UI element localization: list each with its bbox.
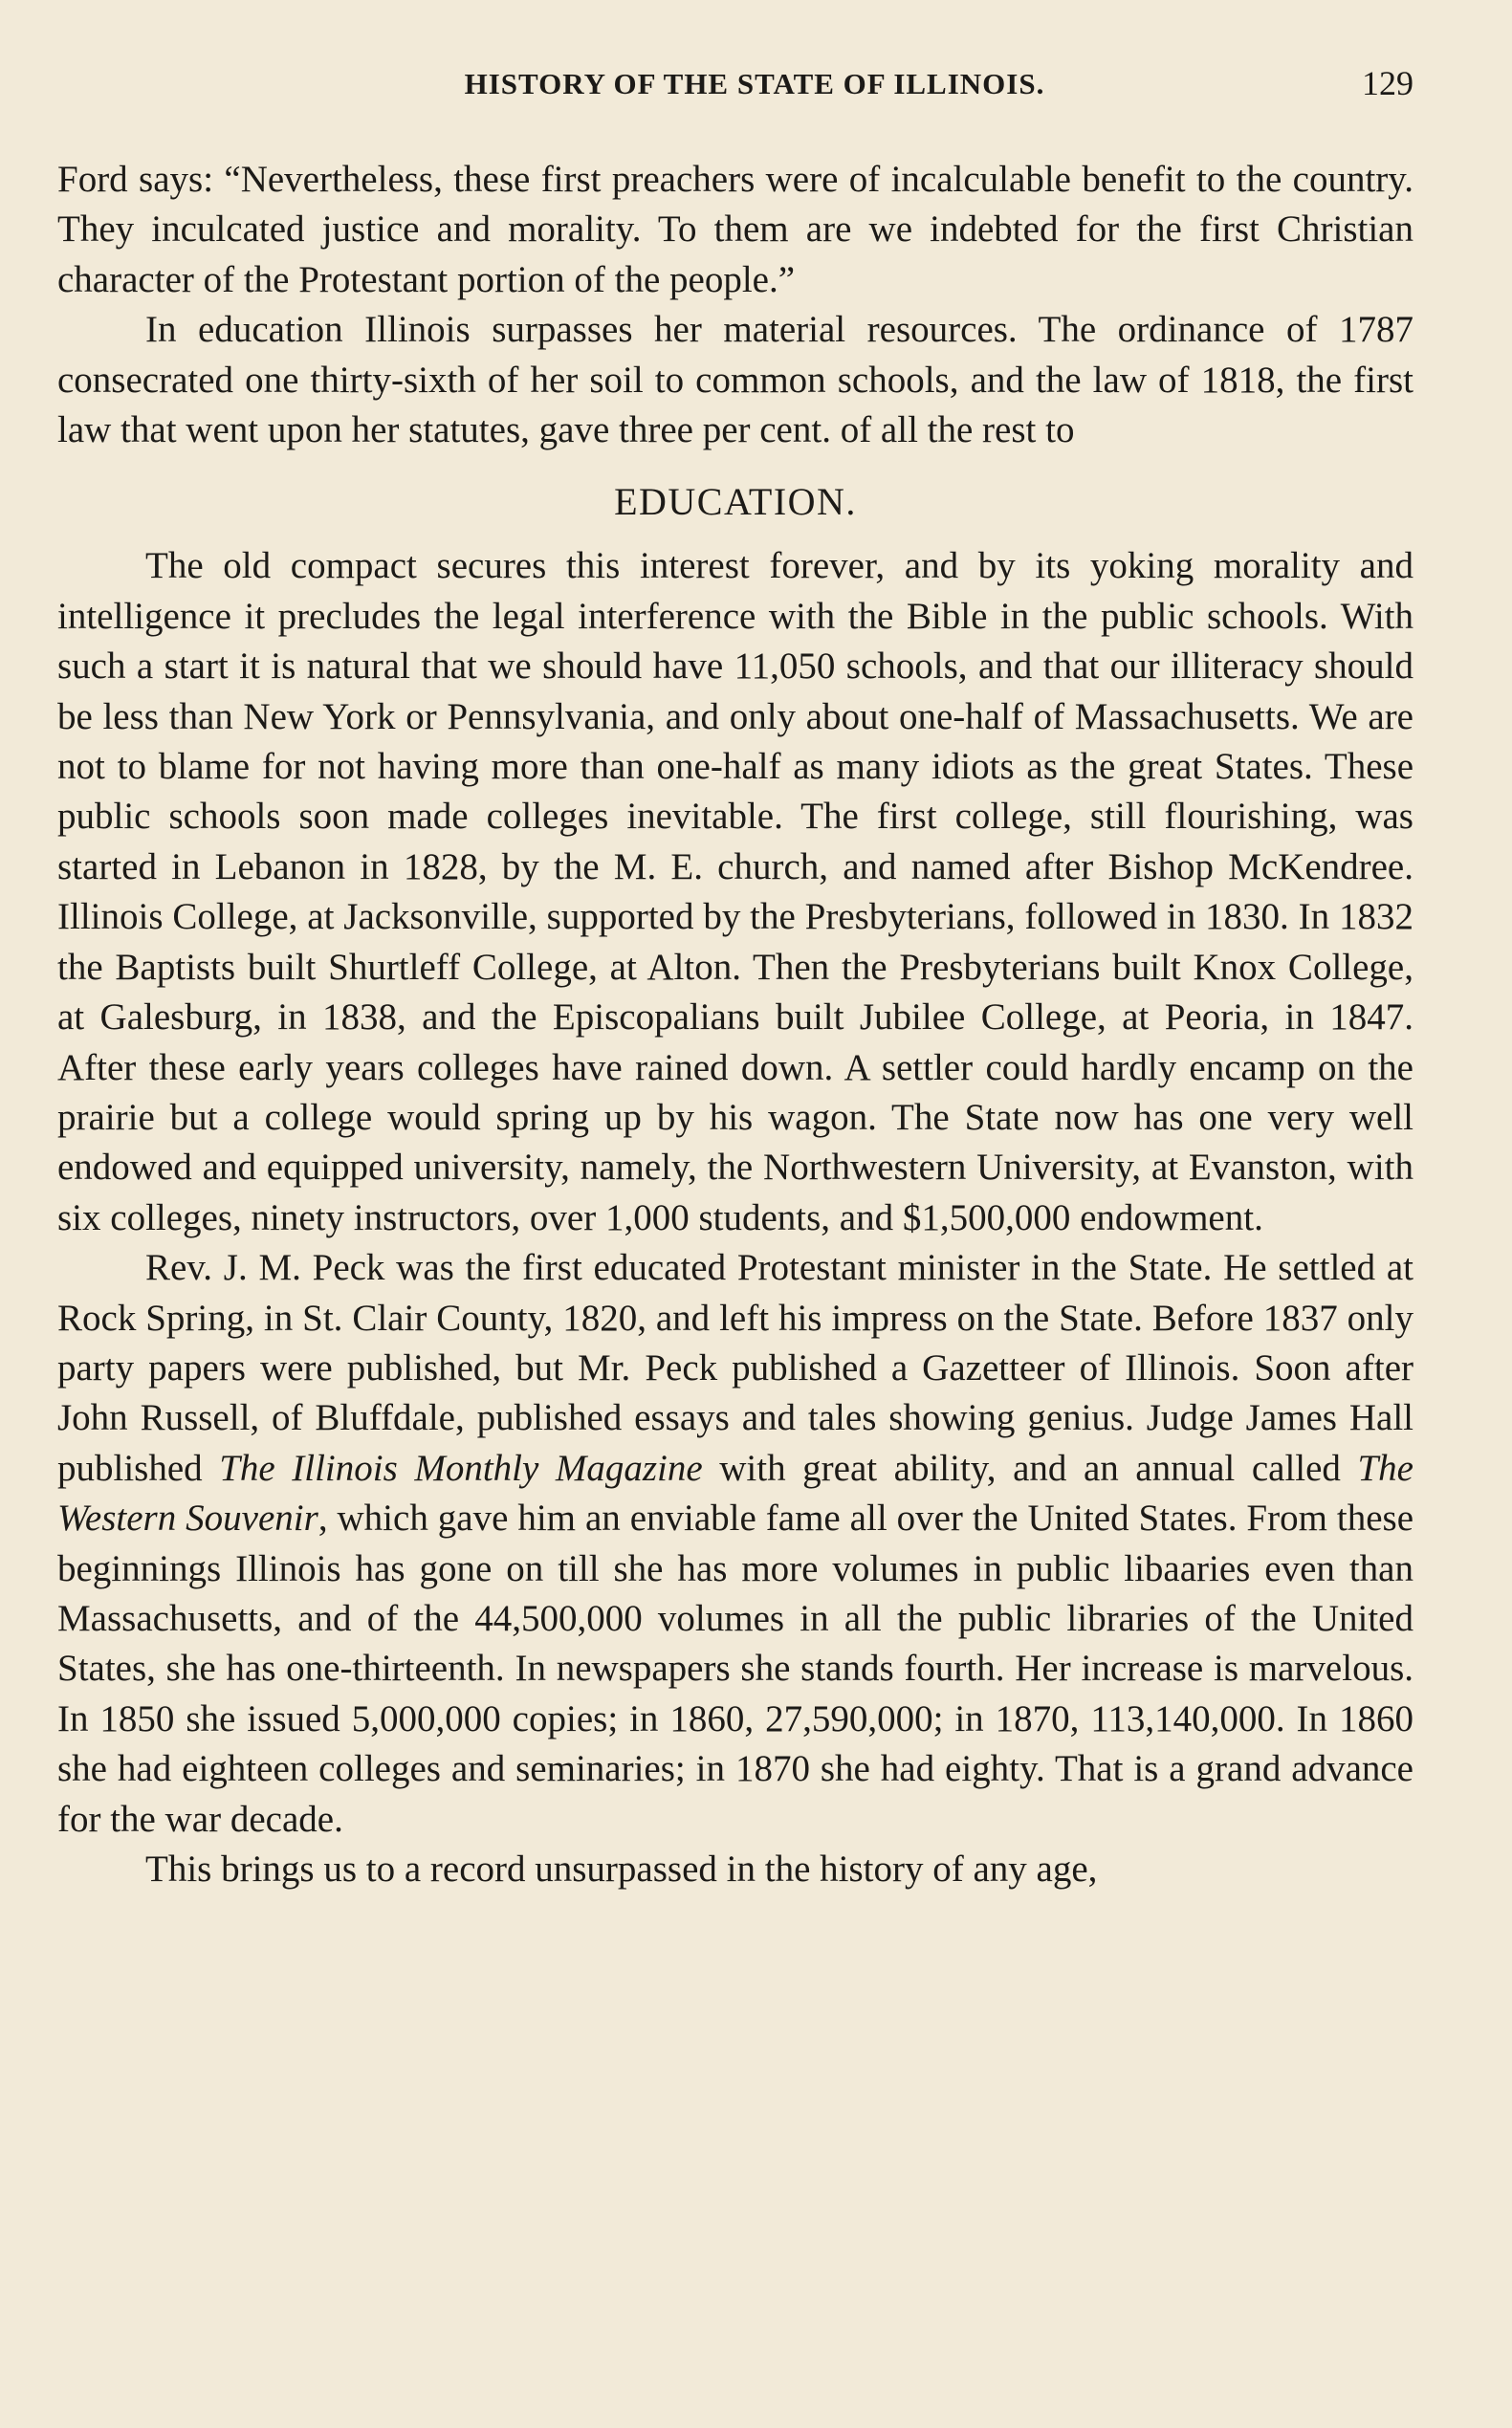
paragraph-peck-text-2: with great ability, and an annual called: [702, 1447, 1358, 1489]
page-number: 129: [1362, 64, 1413, 102]
paragraph-record: This brings us to a record unsurpassed in the history of any age,: [145, 1848, 1098, 1890]
body-text: [57, 155, 1413, 1894]
running-head: [57, 0, 1413, 102]
paragraph-education-intro: In education Illinois surpasses her material resources. The ordinance of 1787 consecrated one thirty-sixth of her soil to common schools, and the law of 1818, the first law that went upon her statutes, gave three per cent. of all the rest to: [57, 309, 1413, 451]
paragraph-peck: [57, 1243, 1413, 1845]
running-title: HISTORY OF THE STATE OF ILLINOIS.: [464, 67, 1045, 100]
section-heading-education: EDUCATION.: [614, 480, 857, 524]
magazine-title: The Illinois Monthly Magazine: [219, 1447, 703, 1489]
annual-title: The Western Souvenir: [57, 1447, 1413, 1540]
paragraph-peck-text-1: Rev. J. M. Peck was the first educated Protestant minister in the State. He settled at Rock Spring, in St. Clair County, 1820, and left his impress on the State. Before 1837 only party papers were published, but Mr. Peck published a Gazetteer of Illinois. Soon after John Russell, of Bluffdale, published essays and tales showing genius. Judge James Hall published: [57, 1247, 1413, 1489]
paragraph-colleges: The old compact secures this interest forever, and by its yoking morality and intelligence it precludes the legal interference with the Bible in the public schools. With such a start it is natural that we should have 11,050 schools, and that our illiteracy should be less than New York or Pennsylvania, and only about one-half of Massachusetts. We are not to blame for not having more than one-half as many idiots as the great States. These public schools soon made colleges inevitable. The first college, still flourishing, was started in Lebanon in 1828, by the M. E. church, and named after Bishop McKendree. Illinois College, at Jacksonville, supported by the Presbyterians, followed in 1830. In 1832 the Baptists built Shurtleff College, at Alton. Then the Presbyterians built Knox College, at Galesburg, in 1838, and the Episcopalians built Jubilee College, at Peoria, in 1847. After these early years colleges have rained down. A settler could hardly encamp on the prairie but a college would spring up by his wagon. The State now has one very well endowed and equipped university, namely, the Northwestern University, at Evanston, with six colleges, ninety instructors, over 1,000 students, and $1,500,000 endowment.: [57, 545, 1413, 1238]
paragraph-peck-text-3: , which gave him an enviable fame all over the United States. From these beginnings Illinois has gone on till she has more volumes in public libaaries even than Massachusetts, and of the 44,500,000 volumes in all the public libraries of the United States, she has one-thirteenth. In newspapers she stands fourth. Her increase is marvelous. In 1850 she issued 5,000,000 copies; in 1860, 27,590,000; in 1870, 113,140,000. In 1860 she had eighteen colleges and seminaries; in 1870 she had eighty. That is a grand advance for the war decade.: [57, 1498, 1414, 1840]
paragraph-ford-quote: Ford says: “Nevertheless, these first preachers were of incalculable benefit to the country. They inculcated justice and morality. To them are we indebted for the first Christian character of the Protestant portion of the people.”: [57, 159, 1413, 300]
